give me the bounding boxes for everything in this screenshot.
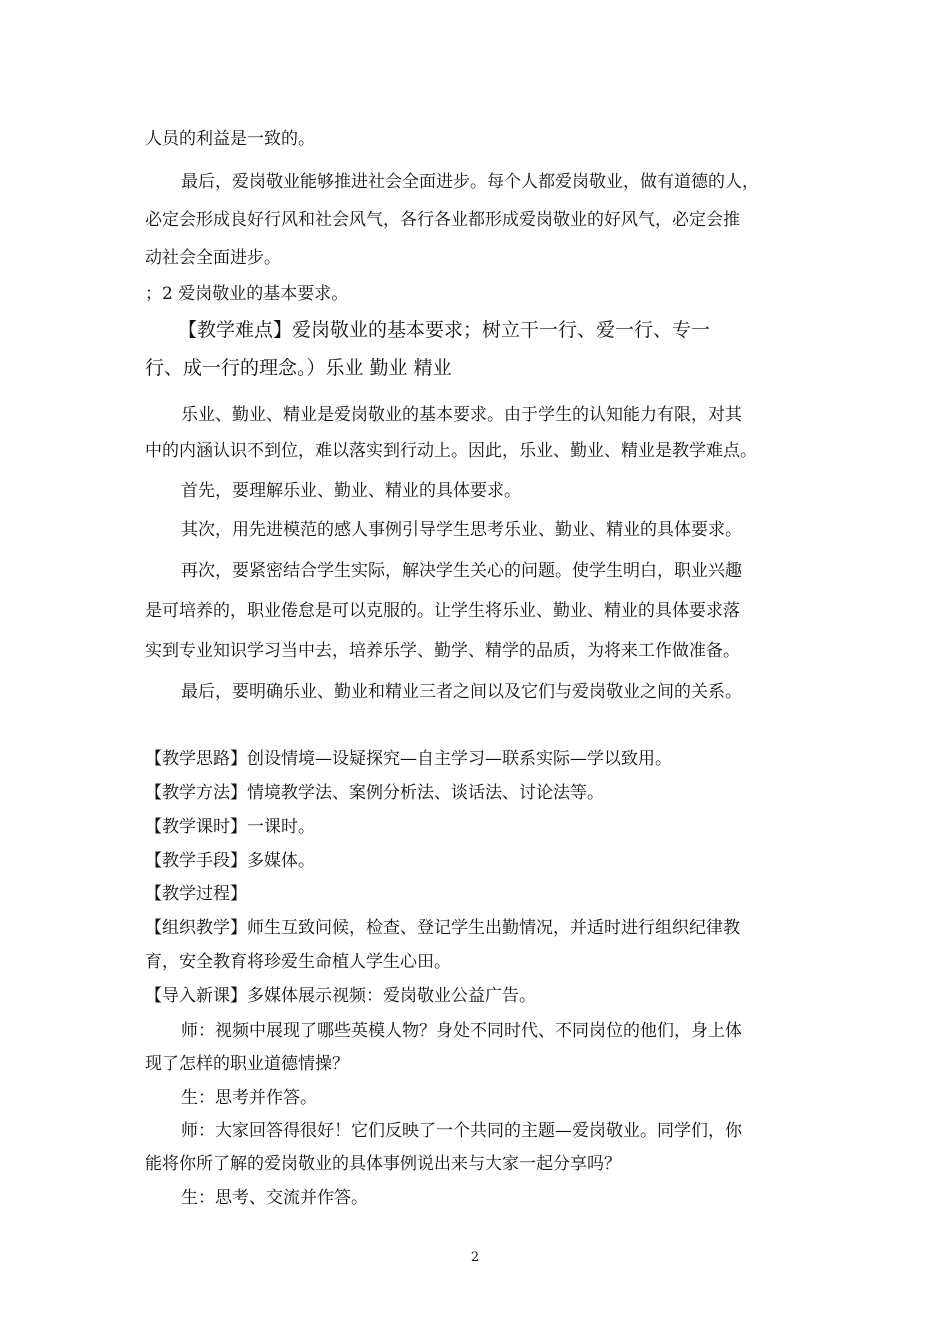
- heading-line: 【教学难点】爱岗敬业的基本要求；树立干一行、爱一行、专一: [178, 319, 711, 341]
- text-line: 【教学方法】情境教学法、案例分析法、谈话法、讨论法等。: [145, 783, 604, 803]
- text-line: 其次，用先进模范的感人事例引导学生思考乐业、勤业、精业的具体要求。: [181, 520, 742, 540]
- text-line: 人员的利益是一致的。: [145, 129, 315, 149]
- text-line: 必定会形成良好行风和社会风气，各行各业都形成爱岗敬业的好风气，必定会推: [145, 210, 740, 230]
- text-line: 育，安全教育将珍爱生命植人学生心田。: [145, 952, 451, 972]
- text-line: ；2 爱岗敬业的基本要求。: [145, 284, 349, 304]
- text-line: 现了怎样的职业道德情操？: [145, 1054, 349, 1074]
- text-line: 实到专业知识学习当中去，培养乐学、勤学、精学的品质，为将来工作做准备。: [145, 641, 740, 661]
- text-line: 最后，要明确乐业、勤业和精业三者之间以及它们与爱岗敬业之间的关系。: [181, 682, 742, 702]
- text-line: 是可培养的，职业倦怠是可以克服的。让学生将乐业、勤业、精业的具体要求落: [145, 601, 740, 621]
- page-number: 2: [470, 1250, 480, 1265]
- text-line: 最后，爱岗敬业能够推进社会全面进步。每个人都爱岗敬业，做有道德的人，: [181, 172, 759, 192]
- text-line: 动社会全面进步。: [145, 248, 281, 268]
- text-line: 首先，要理解乐业、勤业、精业的具体要求。: [181, 481, 521, 501]
- text-line: 再次，要紧密结合学生实际，解决学生关心的问题。使学生明白，职业兴趣: [181, 561, 742, 581]
- text-line: 师：大家回答得很好！它们反映了一个共同的主题—爱岗敬业。同学们，你: [181, 1121, 742, 1141]
- heading-line: 行、成一行的理念。）乐业 勤业 精业: [145, 357, 452, 379]
- text-line: 能将你所了解的爱岗敬业的具体事例说出来与大家一起分享吗？: [145, 1154, 621, 1174]
- text-line: 【教学手段】多媒体。: [145, 851, 315, 871]
- text-line: 【导入新课】多媒体展示视频：爱岗敬业公益广告。: [145, 986, 536, 1006]
- text-line: 乐业、勤业、精业是爱岗敬业的基本要求。由于学生的认知能力有限，对其: [181, 405, 742, 425]
- text-line: 生：思考并作答。: [181, 1088, 317, 1108]
- text-line: 【教学课时】一课时。: [145, 817, 315, 837]
- text-line: 【组织教学】师生互致问候，检查、登记学生出勤情况，并适时进行组织纪律教: [145, 918, 740, 938]
- text-line: 生：思考、交流并作答。: [181, 1188, 368, 1208]
- text-line: 师：视频中展现了哪些英模人物？身处不同时代、不同岗位的他们，身上体: [181, 1021, 742, 1041]
- text-line: 【教学过程】: [145, 884, 247, 904]
- text-line: 中的内涵认识不到位，难以落实到行动上。因此，乐业、勤业、精业是教学难点。: [145, 441, 757, 461]
- text-line: 【教学思路】创设情境—设疑探究—自主学习—联系实际—学以致用。: [145, 749, 672, 769]
